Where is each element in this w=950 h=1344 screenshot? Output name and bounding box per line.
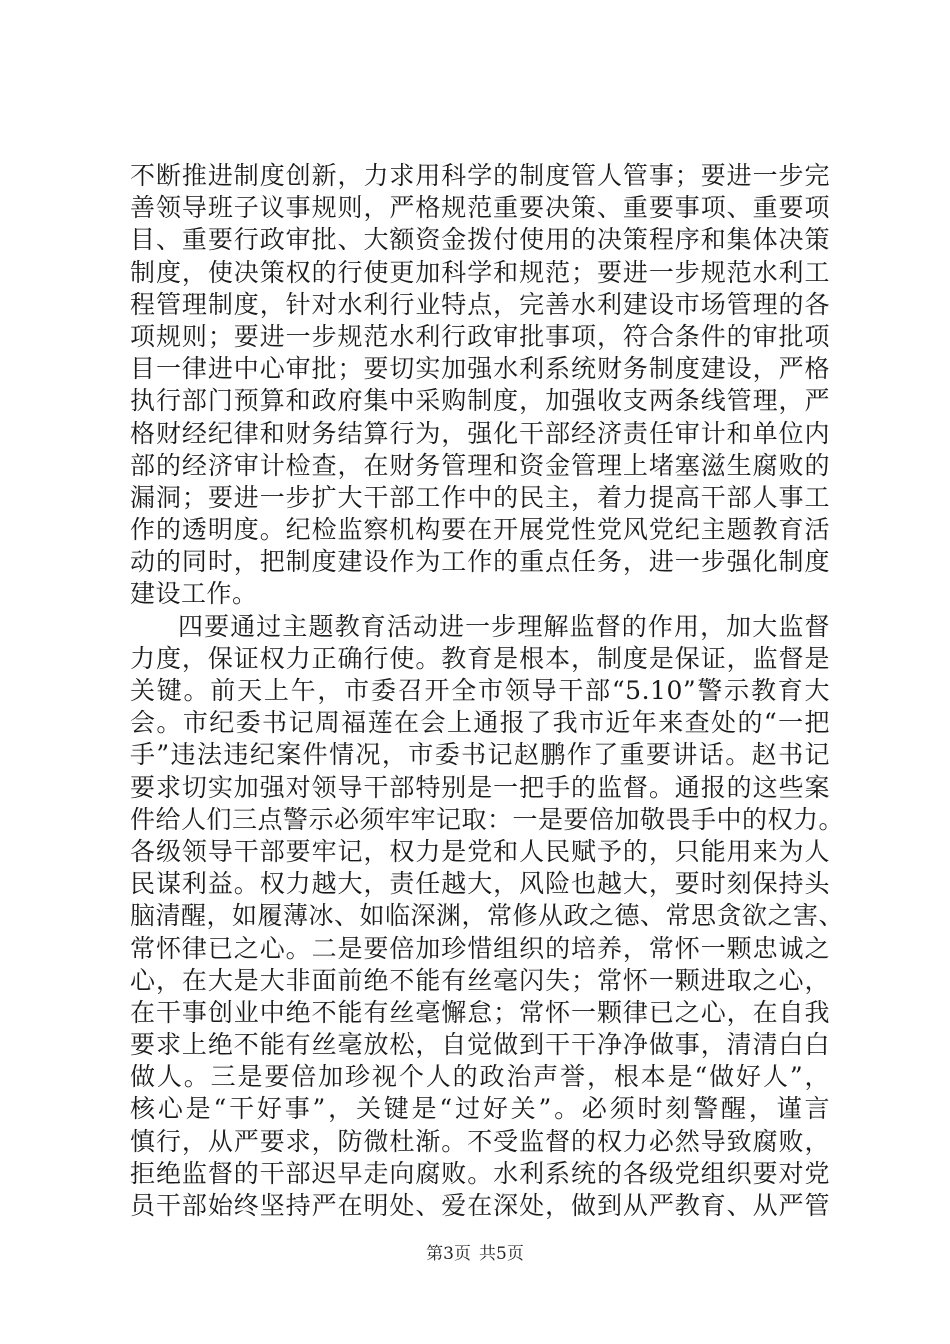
text-line: 作的透明度。纪检监察机构要在开展党性党风党纪主题教育活	[130, 515, 830, 545]
text-line: 心，在大是大非面前绝不能有丝毫闪失；常怀一颗进取之心，	[130, 965, 830, 995]
text-line: 民谋利益。权力越大，责任越大，风险也越大，要时刻保持头	[130, 869, 830, 899]
text-line: 不断推进制度创新，力求用科学的制度管人管事；要进一步完	[130, 161, 830, 190]
text-line: 制度，使决策权的行使更加科学和规范；要进一步规范水利工	[130, 257, 830, 287]
text-line: 慎行，从严要求，防微杜渐。不受监督的权力必然导致腐败，	[130, 1126, 830, 1156]
text-line: 项规则；要进一步规范水利行政审批事项，符合条件的审批项	[130, 321, 830, 351]
paragraph-start-line: 四要通过主题教育活动进一步理解监督的作用，加大监督	[178, 611, 830, 641]
text-line: 拒绝监督的干部迟早走向腐败。水利系统的各级党组织要对党	[130, 1158, 830, 1188]
text-line: 要求上绝不能有丝毫放松，自觉做到干干净净做事，清清白白	[130, 1030, 830, 1060]
text-line: 漏洞；要进一步扩大干部工作中的民主，着力提高干部人事工	[130, 482, 830, 512]
page-footer	[0, 1239, 950, 1264]
text-line: 部的经济审计检查，在财务管理和资金管理上堵塞滋生腐败的	[130, 450, 830, 480]
text-line: 程管理制度，针对水利行业特点，完善水利建设市场管理的各	[130, 289, 830, 319]
text-line: 执行部门预算和政府集中采购制度，加强收支两条线管理，严	[130, 386, 830, 416]
text-line: 力度，保证权力正确行使。教育是根本，制度是保证，监督是	[130, 643, 830, 673]
text-line: 要求切实加强对领导干部特别是一把手的监督。通报的这些案	[130, 772, 830, 802]
text-line: 做人。三是要倍加珍视个人的政治声誉，根本是“做好人”，	[130, 1062, 830, 1092]
text-line: 格财经纪律和财务结算行为，强化干部经济责任审计和单位内	[130, 418, 830, 448]
body-text	[130, 160, 845, 1222]
text-line: 目一律进中心审批；要切实加强水利系统财务制度建设，严格	[130, 354, 830, 384]
text-line: 会。市纪委书记周福莲在会上通报了我市近年来查处的“一把	[130, 708, 830, 738]
text-line: 常怀律已之心。二是要倍加珍惜组织的培养，常怀一颗忠诚之	[130, 933, 830, 963]
text-line: 动的同时，把制度建设作为工作的重点任务，进一步强化制度	[130, 547, 830, 577]
text-line: 各级领导干部要牢记，权力是党和人民赋予的，只能用来为人	[130, 836, 830, 866]
text-line: 关键。前天上午，市委召开全市领导干部“5.10”警示教育大	[130, 676, 830, 705]
text-line: 善领导班子议事规则，严格规范重要决策、重要事项、重要项	[130, 193, 830, 223]
text-line: 脑清醒，如履薄冰、如临深渊，常修从政之德、常思贪欲之害、	[130, 901, 845, 931]
text-line: 件给人们三点警示必须牢牢记取：一是要倍加敬畏手中的权力。	[130, 804, 845, 834]
text-line: 员干部始终坚持严在明处、爱在深处，做到从严教育、从严管	[130, 1191, 830, 1220]
text-line: 在干事创业中绝不能有丝毫懈怠；常怀一颗律已之心，在自我	[130, 997, 830, 1027]
text-line: 手”违法违纪案件情况，市委书记赵鹏作了重要讲话。赵书记	[130, 740, 830, 770]
text-line: 目、重要行政审批、大额资金拨付使用的决策程序和集体决策	[130, 225, 830, 255]
text-line: 核心是“干好事”，关键是“过好关”。必须时刻警醒，谨言	[130, 1094, 830, 1124]
page-total: 共5页	[479, 1244, 524, 1264]
page-number: 第3页	[426, 1244, 471, 1264]
text-line: 建设工作。	[130, 579, 258, 609]
